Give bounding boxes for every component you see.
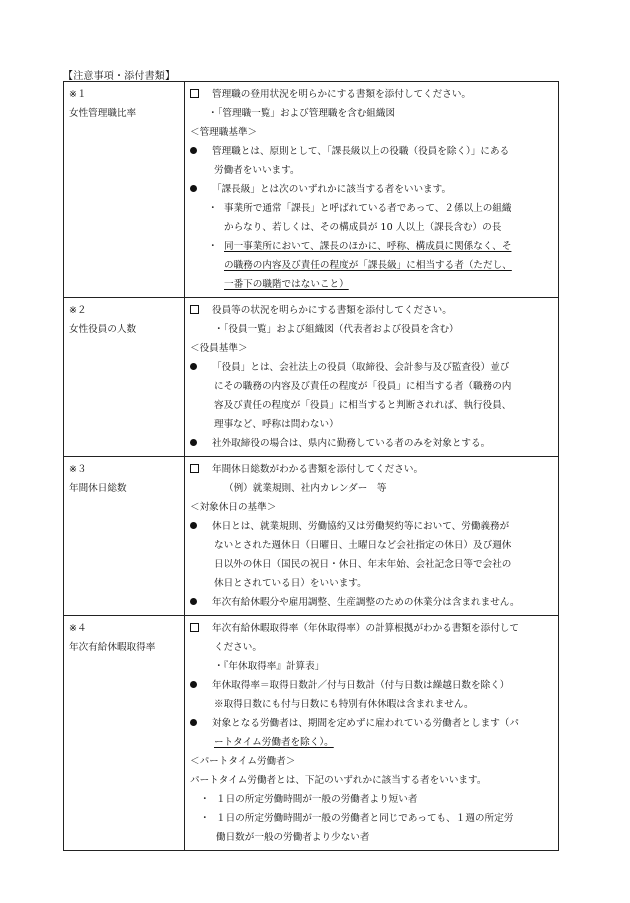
criteria-text: ないとされた週休日（日曜日、土曜日など会社指定の休日）及び週休 — [214, 540, 512, 551]
section-label-cell — [64, 457, 185, 616]
section-number: ※３ — [69, 464, 87, 475]
criteria-heading: ＜管理職基準＞ — [190, 127, 258, 138]
sub-criteria-text: １日の所定労働時間が一般の労働者と同じであっても、１週の所定労 — [216, 813, 514, 824]
attach-item: ・「役員一覧」および組織図（代表者および役員を含む） — [214, 324, 459, 335]
checkbox-icon — [190, 89, 199, 98]
sub-criteria-text: の職務の内容及び責任の程度が「課長級」に相当する者（ただし、 — [224, 260, 512, 271]
attach-item: （例）就業規則、社内カレンダー 等 — [224, 483, 387, 494]
bullet-icon — [190, 719, 197, 726]
criteria-text: ートタイム労働者を除く）。 — [214, 737, 334, 748]
sub-criteria-text: １日の所定労働時間が一般の労働者より短い者 — [216, 794, 418, 805]
section-label-cell — [64, 616, 185, 851]
section-content-cell: 年次有給休暇取得率（年休取得率）の計算根拠がわかる書類を添付して ください。 ・『年休取得率』計算表」 年休取得率＝取得日数計／付与日数計（付与日数は繰越日数を除く） ※取得日数にも付与日数にも特別有休休暇は含まれません。 対象となる労働者は、期間を定めずに雇われている労働者とします（パ ートタイム労働者を除く）。 ＜パートタイム労働者＞ パートタイム労働者とは、下記のいずれかに該当する者をいいます。 ・ １日の所定労働時間が一般の労働者より短い者 ・ １日の所定労働時間が一般の労働者と同じであっても、１週の所定労 働日数が一般の労働者より少ない者 — [185, 616, 559, 851]
section-row-3 — [64, 457, 559, 616]
bullet-icon — [190, 439, 197, 446]
bullet-icon — [190, 681, 197, 688]
attach-instruction: 年次有給休暇取得率（年休取得率）の計算根拠がわかる書類を添付して — [212, 623, 519, 634]
checkbox-icon — [190, 305, 199, 314]
criteria-text: 「役員」とは、会社法上の役員（取締役、会計参与及び監査役）並び — [212, 362, 510, 373]
criteria-text: 休日とされている日）をいいます。 — [214, 578, 367, 589]
sub-criteria-text: 同一事業所において、課長のほかに、呼称、構成員に関係なく、そ — [224, 241, 512, 252]
attach-instruction: 年間休日総数がわかる書類を添付してください。 — [212, 464, 424, 475]
sub-criteria-text: からなり、若しくは、その構成員が 10 人以上（課長含む）の長 — [224, 222, 502, 233]
section-title: 年次有給休暇取得率 — [69, 642, 156, 653]
sub-criteria-text: 働日数が一般の労働者より少ない者 — [216, 832, 370, 843]
criteria-text: 「課長級」とは次のいずれかに該当する者をいいます。 — [212, 184, 452, 195]
sub-criteria-text: 事業所で通常「課長」と呼ばれている者であって、２係以上の組織 — [224, 203, 512, 214]
criteria-text: にその職務の内容及び責任の程度が「役員」に相当する者（職務の内 — [214, 381, 512, 392]
criteria-text: 年次有給休暇分や雇用調整、生産調整のための休業分は含まれません。 — [212, 597, 520, 608]
section-title: 年間休日総数 — [69, 483, 127, 494]
criteria-text: 容及び責任の程度が「役員」に相当すると判断されれば、執行役員、 — [214, 400, 512, 411]
criteria-heading: ＜パートタイム労働者＞ — [190, 756, 296, 767]
section-content-cell: 管理職の登用状況を明らかにする書類を添付してください。 ・「管理職一覧」および管理職を含む組織図 ＜管理職基準＞ 管理職とは、原則として、「課長級以上の役職（役員を除く）」にある 労働者をいいます。 「課長級」とは次のいずれかに該当する者をいいます。 ・ 事業所で通常「課長」と呼ばれている者であって、２係以上の組織 からなり、若しくは、その構成員が 10 人以上（課長含む）の長 ・ 同一事業所において、課長のほかに、呼称、構成員に関係なく、そ の職務の内容及び責任の程度が「課長級」に相当する者（ただし、 一番下の職階ではないこと） — [185, 82, 559, 298]
section-row-1 — [64, 82, 559, 298]
criteria-text: 管理職とは、原則として、「課長級以上の役職（役員を除く）」にある — [212, 146, 510, 157]
section-row-2 — [64, 298, 559, 457]
sub-criteria-text: 一番下の職階ではないこと） — [224, 279, 349, 290]
checkbox-icon — [190, 623, 199, 632]
checkbox-icon — [190, 464, 199, 473]
criteria-heading: ＜対象休日の基準＞ — [190, 502, 277, 513]
criteria-note: ※取得日数にも付与日数にも特別有休休暇は含まれません。 — [214, 699, 474, 710]
page-heading: 【注意事項・添付書類】 — [63, 71, 176, 82]
criteria-text: 休日とは、就業規則、労働協約又は労働契約等において、労働義務が — [212, 521, 510, 532]
criteria-text: 年休取得率＝取得日数計／付与日数計（付与日数は繰越日数を除く） — [212, 680, 510, 691]
criteria-text: 社外取締役の場合は、県内に勤務している者のみを対象とする。 — [212, 438, 491, 449]
bullet-icon — [190, 522, 197, 529]
criteria-text: 労働者をいいます。 — [214, 165, 300, 176]
attach-item: ・『年休取得率』計算表」 — [214, 661, 325, 672]
section-title: 女性管理職比率 — [69, 108, 137, 119]
bullet-icon — [190, 363, 197, 370]
section-label-cell — [64, 298, 185, 457]
section-number: ※４ — [69, 623, 87, 634]
criteria-text: 理事など、呼称は問わない） — [214, 419, 339, 430]
criteria-text: パートタイム労働者とは、下記のいずれかに該当する者をいいます。 — [190, 775, 487, 786]
bullet-icon — [190, 598, 197, 605]
attach-instruction: 管理職の登用状況を明らかにする書類を添付してください。 — [212, 89, 472, 100]
section-content-cell — [185, 457, 559, 616]
attach-instruction: 役員等の状況を明らかにする書類を添付してください。 — [212, 305, 452, 316]
bullet-icon — [190, 147, 197, 154]
notes-table — [63, 81, 559, 851]
section-label-cell — [64, 82, 185, 298]
criteria-heading: ＜役員基準＞ — [190, 343, 248, 354]
criteria-text: 対象となる労働者は、期間を定めずに雇われている労働者とします（パ — [212, 718, 519, 729]
section-content-cell — [185, 298, 559, 457]
section-title: 女性役員の人数 — [69, 324, 137, 335]
section-number: ※１ — [69, 89, 87, 100]
attach-instruction: ください。 — [214, 642, 262, 653]
section-number: ※２ — [69, 305, 87, 316]
bullet-icon — [190, 185, 197, 192]
section-row-4 — [64, 616, 559, 851]
attach-item: ・「管理職一覧」および管理職を含む組織図 — [208, 108, 396, 119]
criteria-text: 日以外の休日（国民の祝日・休日、年末年始、会社記念日等で会社の — [214, 559, 512, 570]
